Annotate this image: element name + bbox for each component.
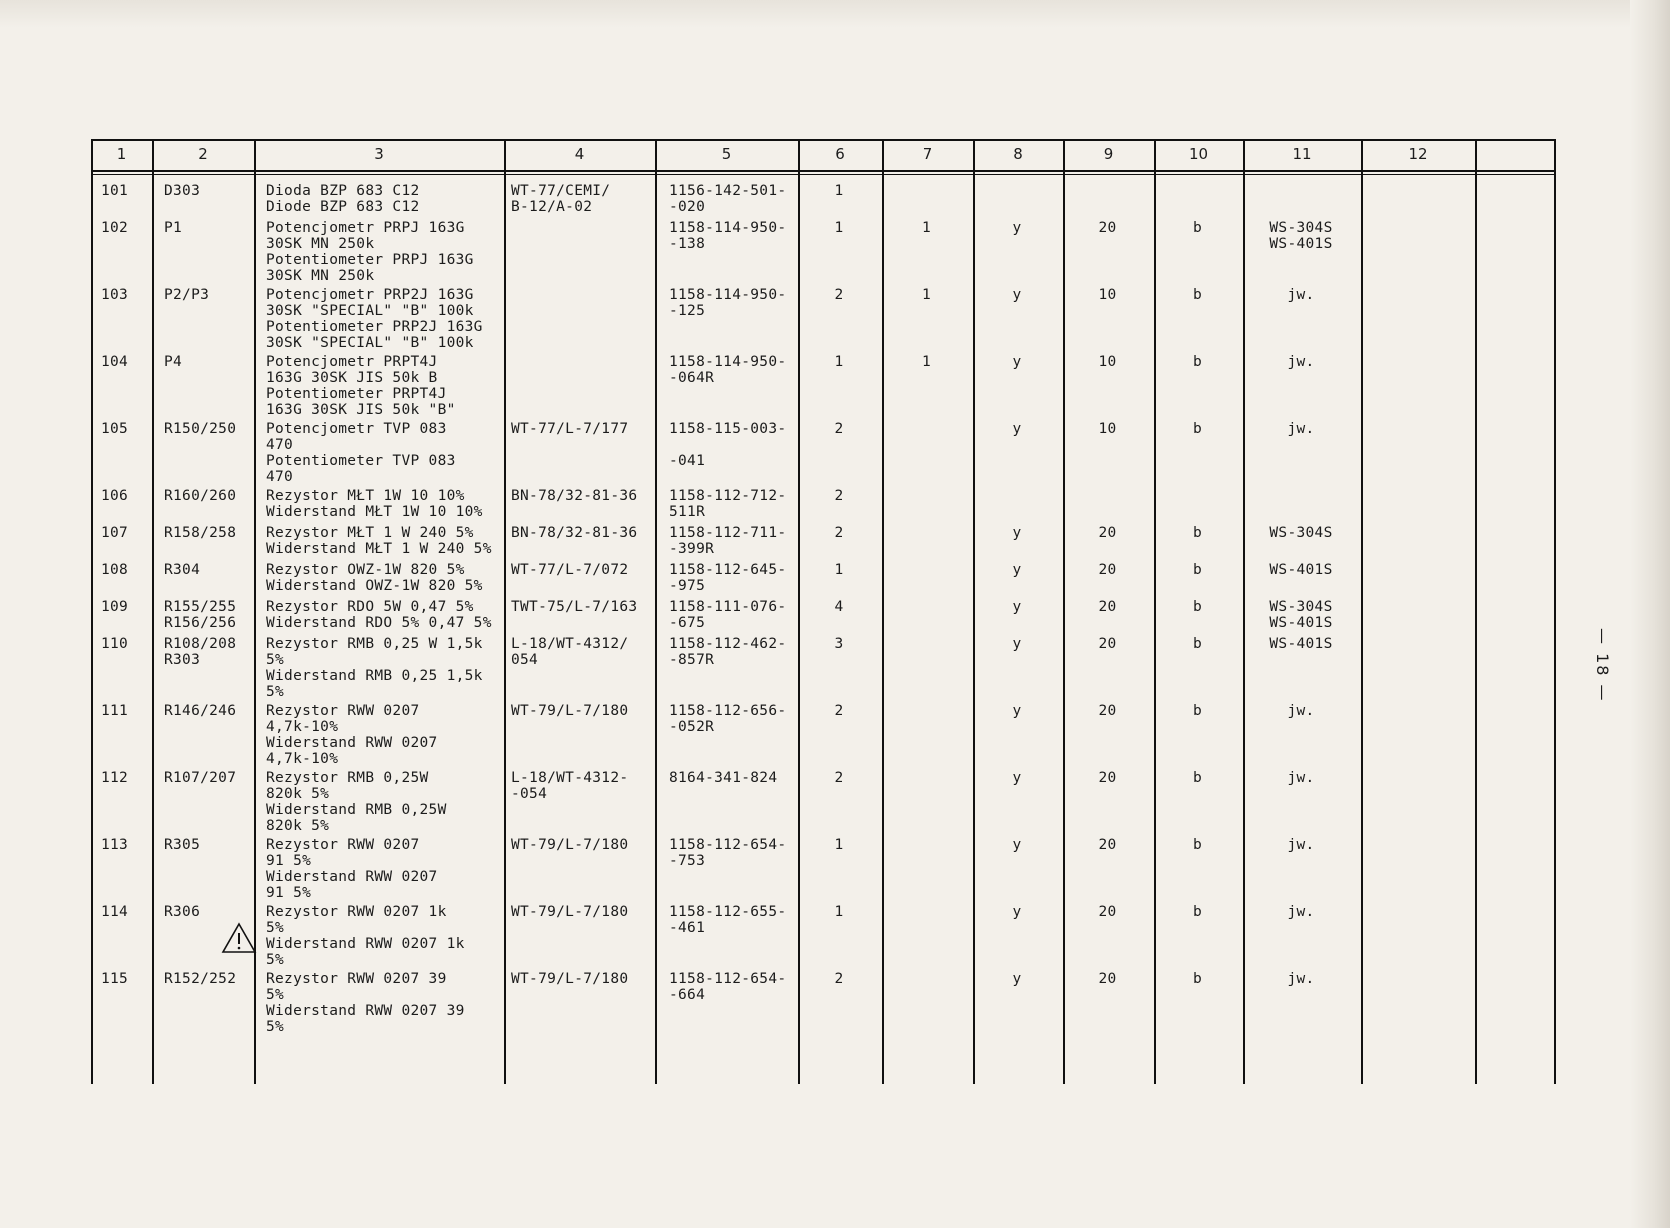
cell-col-6: 1 — [834, 183, 844, 199]
cell-col-3: Rezystor RWW 0207 39 5% Widerstand RWW 0207 39 5% — [266, 971, 465, 1035]
cell-col-1: 107 — [101, 525, 129, 541]
cell-col-6: 2 — [834, 770, 844, 786]
cell-col-4: L-18/WT-4312- -054 — [511, 770, 629, 802]
cell-col-9: 20 — [1098, 599, 1117, 615]
cell-col-5: 1158-111-076- -675 — [669, 599, 787, 631]
cell-col-10: b — [1192, 904, 1203, 920]
cell-col-9: 20 — [1098, 837, 1117, 853]
cell-col-5: 1158-112-654- -664 — [669, 971, 787, 1003]
cell-col-10: b — [1192, 971, 1203, 987]
cell-col-6: 1 — [834, 837, 844, 853]
cell-col-2: R158/258 — [164, 525, 237, 541]
cell-col-6: 2 — [834, 421, 844, 437]
cell-col-9: 20 — [1098, 904, 1117, 920]
cell-col-9: 20 — [1098, 770, 1117, 786]
cell-col-8: y — [1012, 599, 1022, 615]
cell-col-6: 1 — [834, 220, 844, 236]
cell-col-7: 1 — [921, 287, 932, 303]
cell-col-11: jw. — [1287, 904, 1315, 920]
cell-col-11: jw. — [1287, 971, 1315, 987]
cell-col-8: y — [1012, 837, 1022, 853]
cell-col-9: 20 — [1098, 971, 1117, 987]
cell-col-10: b — [1192, 703, 1203, 719]
cell-col-11: jw. — [1287, 421, 1315, 437]
column-divider — [1361, 139, 1363, 1084]
cell-col-6: 2 — [834, 703, 844, 719]
cell-col-6: 1 — [834, 354, 844, 370]
cell-col-8: y — [1012, 421, 1022, 437]
column-header-11: 11 — [1292, 145, 1312, 163]
cell-col-9: 10 — [1098, 421, 1117, 437]
cell-col-5: 1158-112-711- -399R — [669, 525, 787, 557]
cell-col-1: 105 — [101, 421, 129, 437]
cell-col-5: 1158-112-645- -975 — [669, 562, 787, 594]
cell-col-3: Potencjometr PRP2J 163G 30SK "SPECIAL" "B" 100k Potentiometer PRP2J 163G 30SK "SPECIAL" "B" 100k — [266, 287, 483, 351]
cell-col-11: WS-401S — [1269, 636, 1333, 652]
cell-col-11: jw. — [1287, 703, 1315, 719]
column-header-10: 10 — [1188, 145, 1209, 163]
cell-col-4: BN-78/32-81-36 — [511, 488, 638, 504]
cell-col-5: 1158-112-656- -052R — [669, 703, 787, 735]
cell-col-8: y — [1012, 562, 1022, 578]
column-divider — [1554, 139, 1556, 1084]
cell-col-4: WT-79/L-7/180 — [511, 837, 629, 853]
parts-list-table — [91, 139, 1554, 1084]
cell-col-3: Potencjometr PRPJ 163G 30SK MN 250k Potentiometer PRPJ 163G 30SK MN 250k — [266, 220, 474, 284]
cell-col-6: 2 — [834, 287, 844, 303]
cell-col-3: Potencjometr PRPT4J 163G 30SK JIS 50k B Potentiometer PRPT4J 163G 30SK JIS 50k "B" — [266, 354, 456, 418]
column-header-12: 12 — [1408, 145, 1428, 163]
cell-col-3: Rezystor RWW 0207 4,7k-10% Widerstand RWW 0207 4,7k-10% — [266, 703, 438, 767]
cell-col-8: y — [1012, 220, 1022, 236]
cell-col-5: 1158-115-003- -041 — [669, 421, 787, 469]
cell-col-6: 1 — [834, 904, 844, 920]
cell-col-1: 114 — [101, 904, 129, 920]
cell-col-1: 103 — [101, 287, 129, 303]
cell-col-8: y — [1012, 525, 1022, 541]
cell-col-5: 1158-112-462- -857R — [669, 636, 787, 668]
cell-col-1: 110 — [101, 636, 129, 652]
cell-col-5: 1158-114-950- -125 — [669, 287, 787, 319]
cell-col-10: b — [1192, 562, 1203, 578]
cell-col-10: b — [1192, 421, 1203, 437]
cell-col-9: 20 — [1098, 562, 1117, 578]
cell-col-7: 1 — [921, 354, 932, 370]
cell-col-2: R146/246 — [164, 703, 237, 719]
cell-col-2: R155/255 R156/256 — [164, 599, 237, 631]
cell-col-4: WT-79/L-7/180 — [511, 904, 629, 920]
paper-shading — [0, 0, 1670, 28]
cell-col-7: 1 — [921, 220, 932, 236]
cell-col-3: Rezystor RDO 5W 0,47 5% Widerstand RDO 5% 0,47 5% — [266, 599, 492, 631]
column-divider — [152, 139, 154, 1084]
cell-col-9: 20 — [1098, 703, 1117, 719]
cell-col-4: WT-77/L-7/177 — [511, 421, 629, 437]
cell-col-4: L-18/WT-4312/ 054 — [511, 636, 629, 668]
cell-col-5: 1158-114-950- -064R — [669, 354, 787, 386]
cell-col-4: WT-77/L-7/072 — [511, 562, 629, 578]
cell-col-8: y — [1012, 287, 1022, 303]
cell-col-2: R160/260 — [164, 488, 237, 504]
cell-col-10: b — [1192, 770, 1203, 786]
cell-col-10: b — [1192, 354, 1203, 370]
cell-col-2: P1 — [164, 220, 183, 236]
column-header-8: 8 — [1013, 145, 1023, 163]
cell-col-6: 4 — [834, 599, 844, 615]
cell-col-3: Rezystor RWW 0207 1k 5% Widerstand RWW 0207 1k 5% — [266, 904, 465, 968]
cell-col-8: y — [1012, 971, 1022, 987]
column-header-3: 3 — [374, 145, 384, 163]
cell-col-10: b — [1192, 636, 1203, 652]
cell-col-4: TWT-75/L-7/163 — [511, 599, 638, 615]
cell-col-10: b — [1192, 525, 1203, 541]
cell-col-11: WS-401S — [1269, 562, 1333, 578]
cell-col-2: R152/252 — [164, 971, 237, 987]
cell-col-4: WT-79/L-7/180 — [511, 971, 629, 987]
cell-col-1: 112 — [101, 770, 129, 786]
cell-col-9: 20 — [1098, 636, 1117, 652]
page-edge-shadow — [1630, 0, 1670, 1228]
header-double-border — [91, 174, 1554, 175]
column-header-5: 5 — [721, 145, 732, 163]
cell-col-11: WS-304S — [1269, 525, 1333, 541]
cell-col-3: Potencjometr TVP 083 470 Potentiometer TVP 083 470 — [266, 421, 456, 485]
cell-col-6: 2 — [834, 525, 844, 541]
cell-col-3: Rezystor RWW 0207 91 5% Widerstand RWW 0207 91 5% — [266, 837, 438, 901]
column-divider — [882, 139, 884, 1084]
column-header-2: 2 — [198, 145, 208, 163]
cell-col-5: 1158-112-712- 511R — [669, 488, 787, 520]
cell-col-3: Rezystor MŁT 1 W 240 5% Widerstand MŁT 1 W 240 5% — [266, 525, 492, 557]
cell-col-5: 1156-142-501- -020 — [669, 183, 787, 215]
cell-col-9: 10 — [1098, 354, 1117, 370]
cell-col-1: 102 — [101, 220, 129, 236]
cell-col-2: R107/207 — [164, 770, 237, 786]
column-divider — [655, 139, 657, 1084]
column-header-6: 6 — [835, 145, 845, 163]
cell-col-9: 10 — [1098, 287, 1117, 303]
cell-col-4: WT-77/CEMI/ B-12/A-02 — [511, 183, 611, 215]
cell-col-11: jw. — [1287, 770, 1315, 786]
cell-col-8: y — [1012, 703, 1022, 719]
cell-col-11: WS-304S WS-401S — [1269, 599, 1333, 631]
cell-col-6: 1 — [834, 562, 844, 578]
cell-col-10: b — [1192, 599, 1203, 615]
cell-col-9: 20 — [1098, 220, 1117, 236]
column-header-9: 9 — [1103, 145, 1114, 163]
cell-col-10: b — [1192, 837, 1203, 853]
cell-col-1: 106 — [101, 488, 129, 504]
cell-col-5: 8164-341-824 — [669, 770, 778, 786]
cell-col-1: 104 — [101, 354, 129, 370]
cell-col-8: y — [1012, 636, 1022, 652]
cell-col-3: Rezystor OWZ-1W 820 5% Widerstand OWZ-1W 820 5% — [266, 562, 483, 594]
cell-col-8: y — [1012, 354, 1022, 370]
warning-triangle-icon — [221, 922, 257, 954]
cell-col-2: R305 — [164, 837, 201, 853]
column-header-7: 7 — [922, 145, 933, 163]
cell-col-11: WS-304S WS-401S — [1269, 220, 1333, 252]
column-divider — [1475, 139, 1477, 1084]
header-bottom-border — [91, 170, 1554, 172]
cell-col-8: y — [1012, 904, 1022, 920]
cell-col-2: R150/250 — [164, 421, 237, 437]
cell-col-4: WT-79/L-7/180 — [511, 703, 629, 719]
cell-col-6: 2 — [834, 488, 844, 504]
cell-col-6: 3 — [834, 636, 844, 652]
cell-col-5: 1158-112-654- -753 — [669, 837, 787, 869]
cell-col-1: 111 — [101, 703, 129, 719]
cell-col-2: R108/208 R303 — [164, 636, 237, 668]
cell-col-3: Dioda BZP 683 C12 Diode BZP 683 C12 — [266, 183, 420, 215]
cell-col-2: D303 — [164, 183, 201, 199]
cell-col-1: 115 — [101, 971, 129, 987]
cell-col-3: Rezystor MŁT 1W 10 10% Widerstand MŁT 1W 10 10% — [266, 488, 483, 520]
cell-col-3: Rezystor RMB 0,25W 820k 5% Widerstand RMB 0,25W 820k 5% — [266, 770, 447, 834]
cell-col-5: 1158-112-655- -461 — [669, 904, 787, 936]
cell-col-2: P2/P3 — [164, 287, 210, 303]
column-header-4: 4 — [574, 145, 585, 163]
cell-col-2: R304 — [164, 562, 201, 578]
cell-col-2: P4 — [164, 354, 183, 370]
column-header-1: 1 — [116, 145, 127, 163]
column-divider — [91, 139, 93, 1084]
cell-col-9: 20 — [1098, 525, 1117, 541]
cell-col-1: 113 — [101, 837, 129, 853]
cell-col-11: jw. — [1287, 287, 1315, 303]
cell-col-6: 2 — [834, 971, 844, 987]
cell-col-8: y — [1012, 770, 1022, 786]
column-divider — [504, 139, 506, 1084]
cell-col-5: 1158-114-950- -138 — [669, 220, 787, 252]
table-top-border — [91, 139, 1554, 141]
cell-col-10: b — [1192, 220, 1203, 236]
cell-col-1: 108 — [101, 562, 129, 578]
cell-col-2: R306 — [164, 904, 201, 920]
cell-col-10: b — [1192, 287, 1203, 303]
cell-col-11: jw. — [1287, 354, 1315, 370]
cell-col-1: 101 — [101, 183, 129, 199]
cell-col-4: BN-78/32-81-36 — [511, 525, 638, 541]
page-number: — 18 — — [1593, 628, 1612, 703]
cell-col-1: 109 — [101, 599, 129, 615]
cell-col-11: jw. — [1287, 837, 1315, 853]
cell-col-3: Rezystor RMB 0,25 W 1,5k 5% Widerstand RMB 0,25 1,5k 5% — [266, 636, 483, 700]
